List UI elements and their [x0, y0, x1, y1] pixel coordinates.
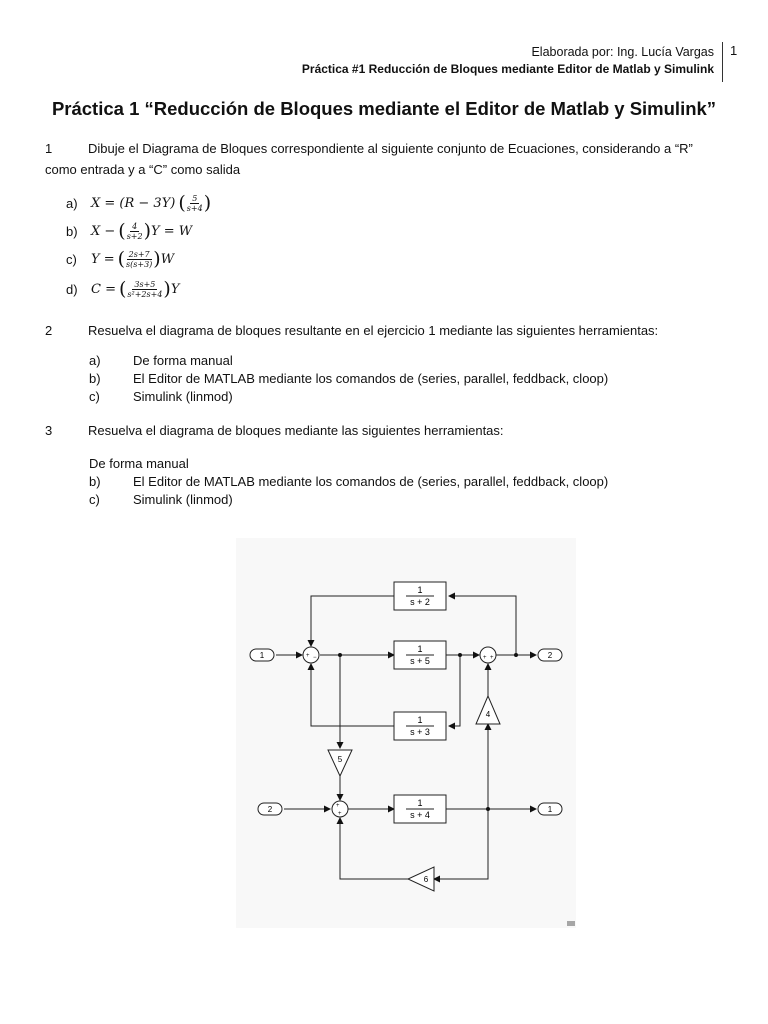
equation-a: a) X = (R − 3Y) ( $\frac{5}{s+4}$ ) — [66, 192, 212, 214]
exercise-2-text — [45, 320, 725, 341]
outport-2 — [538, 649, 562, 661]
tf-block-s5 — [394, 641, 446, 669]
svg-text:1: 1 — [547, 805, 553, 814]
list-item: c) Simulink (linmod) — [89, 389, 233, 404]
page-number: 1 — [722, 42, 737, 82]
svg-text:+: + — [490, 655, 494, 661]
svg-text:+: + — [483, 655, 487, 661]
equation-c: c) Y = ( $\frac{2s+7}{s(s+3)}$ ) W — [66, 248, 175, 270]
svg-text:2: 2 — [547, 651, 553, 660]
exercise-1-body: Dibuje el Diagrama de Bloques correspondiente al siguiente conjunto de Ecuaciones, considerando a “R” como entrada y a “C” como salida — [45, 141, 693, 177]
exercise-3-text — [45, 420, 725, 441]
exercise-2-number: 2 — [45, 323, 53, 338]
gain-block-5 — [328, 750, 352, 776]
svg-text:1: 1 — [417, 644, 423, 654]
page-header — [302, 44, 714, 78]
svg-text:6: 6 — [423, 875, 429, 884]
list-item: De forma manual — [89, 456, 189, 471]
list-item: c) Simulink (linmod) — [89, 492, 233, 507]
svg-text:1: 1 — [417, 585, 423, 595]
list-item: a) De forma manual — [89, 353, 233, 368]
svg-text:s + 2: s + 2 — [410, 597, 430, 607]
exercise-1-number: 1 — [45, 141, 53, 156]
svg-text:4: 4 — [485, 710, 491, 719]
exercise-3-body: Resuelva el diagrama de bloques mediante las siguientes herramientas: — [88, 423, 504, 438]
tf-block-s3 — [394, 712, 446, 740]
exercise-1-text — [45, 138, 725, 180]
tf-block-s2 — [394, 582, 446, 610]
list-item: b) El Editor de MATLAB mediante los comandos de (series, parallel, feddback, cloop) — [89, 474, 609, 489]
svg-text:−: − — [313, 655, 317, 661]
svg-text:+: + — [306, 653, 310, 659]
svg-text:5: 5 — [337, 755, 343, 764]
equation-d: d) C = ( $\frac{3s+5}{\text{s²+2s+4}}$ ) Y — [66, 278, 180, 300]
svg-text:s + 4: s + 4 — [410, 810, 430, 820]
block-diagram-svg — [236, 538, 576, 928]
list-item: b) El Editor de MATLAB mediante los comandos de (series, parallel, feddback, cloop) — [89, 371, 609, 386]
equation-b: b) X − ( $\frac{4}{s+2}$ ) Y = W — [66, 220, 193, 242]
exercise-2-body: Resuelva el diagrama de bloques resultante en el ejercicio 1 mediante las siguientes herramientas: — [88, 323, 659, 338]
page-title: Práctica 1 “Reducción de Bloques mediante el Editor de Matlab y Simulink” — [51, 98, 717, 119]
gain-block-4 — [476, 696, 500, 724]
svg-text:1: 1 — [417, 798, 423, 808]
outport-1 — [538, 803, 562, 815]
tf-block-s4 — [394, 795, 446, 823]
svg-text:1: 1 — [259, 651, 265, 660]
inport-1 — [250, 649, 274, 661]
svg-text:+: + — [336, 803, 340, 809]
svg-text:s + 3: s + 3 — [410, 727, 430, 737]
svg-text:1: 1 — [417, 715, 423, 725]
header-subtitle: Práctica #1 Reducción de Bloques mediante Editor de Matlab y Simulink — [301, 62, 714, 76]
svg-text:s + 5: s + 5 — [410, 656, 430, 666]
svg-text:2: 2 — [267, 805, 273, 814]
inport-2 — [258, 803, 282, 815]
author-line: Elaborada por: Ing. Lucía Vargas — [531, 45, 714, 59]
resize-marks-icon — [568, 921, 574, 926]
exercise-3-number: 3 — [45, 423, 53, 438]
gain-block-6 — [408, 867, 434, 891]
svg-text:+: + — [338, 811, 342, 817]
block-diagram — [236, 538, 576, 928]
